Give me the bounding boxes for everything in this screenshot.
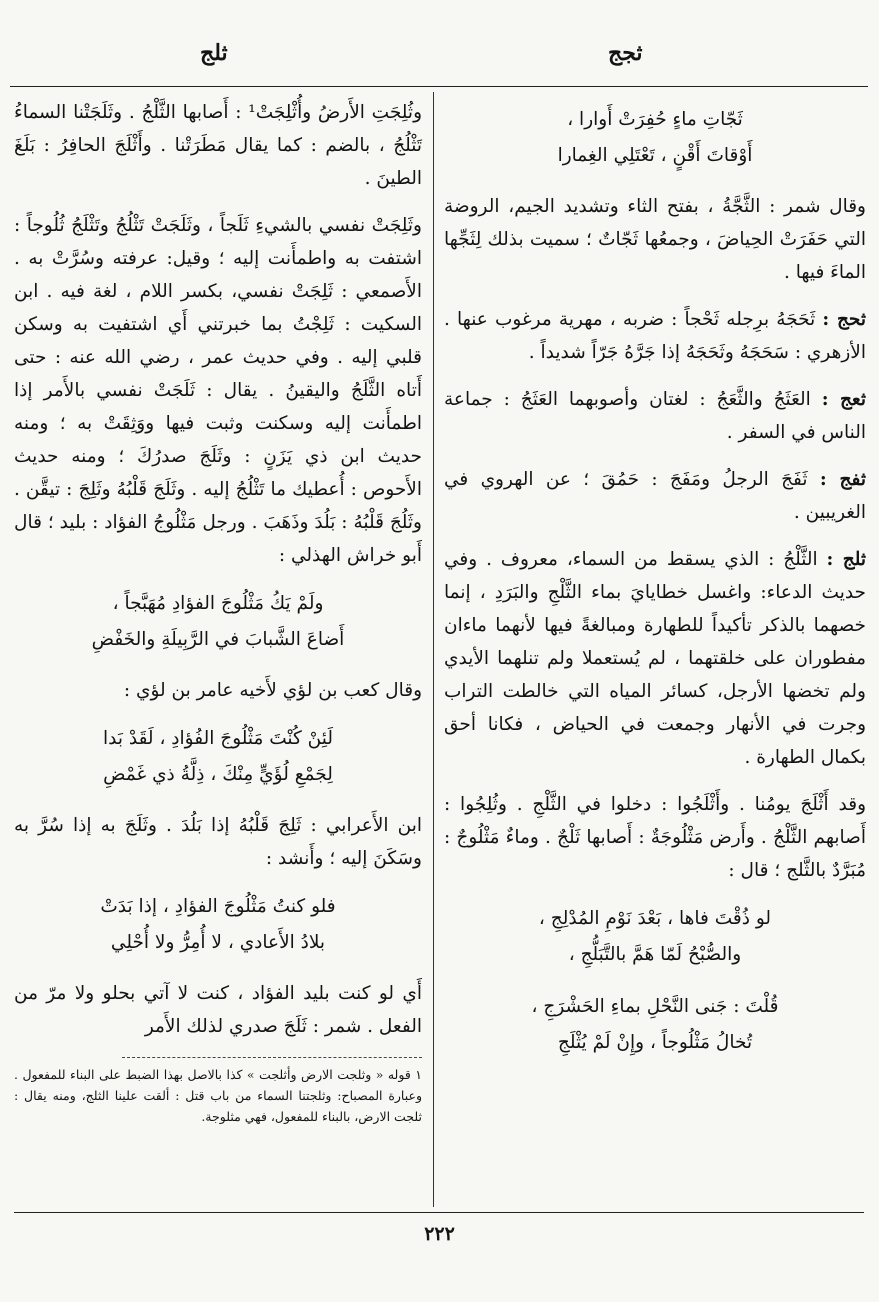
entry-text: ثَفَجَ الرجلُ ومَفَجَ : حَمُقَ ؛ عن الهروي في الغريبين .	[444, 469, 866, 523]
paragraph: وقال شمر : الثَّجَّةُ ، بفتح الثاء وتشديد الجيم، الروضة التي حَفَرَتْ الحِياضَ ، وجمعُها ثَجّاتٌ ؛ سميت بذلك لِثَجِّها الماءَ فيها .	[444, 196, 866, 283]
verse-block	[444, 989, 866, 1061]
verse-block	[444, 901, 866, 973]
footnote: ١ قوله « وثلجت الارض وأثلجت » كذا بالاصل بهذا الضبط على البناء للمفعول . وعبارة المصباح: وثلجتنا السماء من باب قتل : ألقت علينا الثلج، ومنه يقال : ثلجت الارض، بالبناء للمفعول، فهي مثلوجة.	[14, 1067, 422, 1124]
left-column-headword: ثلج	[200, 40, 228, 66]
verse-line: لِجَمْعِ لُؤَيٍّ مِنْكَ ، ذِلَّةُ ذي غَمْضِ	[103, 764, 333, 785]
entry-text: ثَحَجَهُ برِجله ثَحْجاً : ضربه ، مهرية مرغوب عنها . الأزهري : سَحَجَهُ وثَحَجَهُ إذا جَرَّهُ جَرّاً شديداً .	[444, 309, 866, 363]
verse-line: تُخالُ مَثْلُوجاً ، وإِنْ لَمْ يُثْلَجِ	[557, 1032, 753, 1053]
left-column	[14, 96, 422, 1127]
column-divider	[433, 92, 434, 1207]
verse-block	[14, 586, 422, 658]
page-number: ٢٢٢	[424, 1223, 455, 1245]
verse-line: فلو كنتُ مَثْلُوجَ الفؤادِ ، إذا بَدَتْ	[100, 896, 336, 917]
verse-line: أَوْقاتَ أَقْنٍ ، تَعْتَلِي الغِمارا	[557, 145, 753, 166]
verse-block	[444, 102, 866, 174]
paragraph: وقد أَثْلَجَ يومُنا . وأَثْلَجُوا : دخلوا في الثَّلْجِ . وثُلِجُوا : أَصابهم الثَّلْجُ . وأَرض مَثْلُوجَةٌ : أَصابها ثَلْجٌ . وماءٌ مَثْلُوجٌ : مُبَرَّدٌ بالثَّلج ؛ قال :	[444, 794, 866, 881]
verse-line: قُلْتَ : جَنى النَّحْلِ بماءِ الحَشْرَجِ ،	[531, 996, 779, 1017]
paragraph: ابن الأَعرابي : ثَلِجَ قَلْبُهُ إذا بَلُدَ . وثَلَجَ به إذا سُرَّ به وسَكَنَ إليه ؛ وأَنشد :	[14, 815, 422, 869]
footnote-separator	[122, 1057, 422, 1058]
verse-line: لو ذُقْتَ فاها ، بَعْدَ نَوْمِ المُدْلِجِ ،	[538, 908, 772, 929]
entry	[444, 303, 866, 369]
verse-line: لَئِنْ كُنْتَ مَثْلُوجَ الفُؤادِ ، لَقَدْ بَدا	[102, 728, 333, 749]
verse-line: أَضاعَ الشَّبابَ في الرَّبِيلَةِ والخَفْضِ	[91, 629, 345, 650]
verse-line: ولَمْ يَكُ مَثْلُوجَ الفؤادِ مُهَبَّجاً ،	[112, 593, 324, 614]
verse-line: بلادُ الأَعادي ، لا أُمِرُّ ولا أُحْلِي	[110, 932, 326, 953]
right-column	[444, 96, 866, 1077]
paragraph: أَي لو كنت بليد الفؤاد ، كنت لا آتي بحلو ولا مرّ من الفعل . شمر : ثَلَجَ صدري لذلك الأَمر	[14, 983, 422, 1037]
entry	[444, 543, 866, 774]
footer-rule	[14, 1212, 864, 1213]
verse-block	[14, 721, 422, 793]
entry-headword: ثعج :	[821, 389, 866, 410]
entry-text: الثَّلْجُ : الذي يسقط من السماء، معروف . وفي حديث الدعاء: واغسل خطايايَ بماء الثَّلْجِ والبَرَدِ ، إنما خصهما بالذكر تأكيداً للطهارة ومبالغةً فيها لأنهما ماءان مفطوران على خلقتهما ، لم يُستعملا ولم تنلهما الأيدي ولم تخضها الأرجل، كسائر المياه التي خالطت التراب وجرت في الأنهار وجمعت في الحياض ، فكانا أحق بكمال الطهارة .	[444, 549, 866, 768]
entry-headword: ثحج :	[822, 309, 866, 330]
entry-headword: ثفج :	[819, 469, 866, 490]
page-header	[0, 40, 879, 80]
header-rule	[10, 86, 868, 87]
entry	[444, 383, 866, 449]
paragraph: وثُلِجَتِ الأَرضُ وأُثْلِجَتْ¹ : أَصابها الثَّلْجُ . وثَلَجَتْنا السماءُ تَثْلُجُ ، بالضم : كما يقال مَطَرَتْنا . وأَثْلَجَ الحافِرُ : بَلَغَ الطينَ .	[14, 102, 422, 189]
entry-headword: ثلج :	[826, 549, 866, 570]
verse-line: ثَجّاتِ ماءٍ حُفِرَتْ أَوارا ،	[567, 109, 743, 130]
paragraph: وثَلِجَتْ نفسي بالشيءِ ثَلَجاً ، وثَلَجَتْ تَثْلُجُ وتَثْلَجُ ثُلُوجاً : اشتفت به واطمأَنت إليه ؛ وقيل: عرفته وسُرَّتْ به . الأَصمعي : ثَلِجَتْ نفسي، بكسر اللام ، لغة فيه . ابن السكيت : ثَلِجْتُ بما خبرتني أَي اشتفيت به وسكن قلبي إليه . وفي حديث عمر ، رضي الله عنه : حتى أَتاه الثَّلَجُ واليقينُ . يقال : ثَلَجَتْ نفسي بالأَمر إذا اطمأَنت إليه وسكنت وثبت فيها ووَثِقَتْ به ؛ ومنه حديث ابن ذي يَزَنٍ : وثَلَجَ صدرُكَ ؛ ومنه حديث الأَحوص : أُعطيك ما تَثْلُجُ إليه . وثَلَجَ قَلْبُهُ وثَلِجَ : تيقَّن . وثَلُجَ قَلْبُهُ : بَلُدَ وذَهَبَ . ورجل مَثْلُوجُ الفؤاد : بليد ؛ قال أَبو خراش الهذلي :	[14, 215, 422, 566]
right-column-headword: ثجج	[608, 40, 643, 66]
entry	[444, 463, 866, 529]
paragraph: وقال كعب بن لؤي لأَخيه عامر بن لؤي :	[123, 680, 422, 701]
verse-line: والصُّبْحُ لَمّا هَمَّ بالتَّبَلُّجِ ،	[568, 944, 742, 965]
verse-block	[14, 889, 422, 961]
entry-text: العَثَجُ والثَّعَجُ : لغتان وأصوبهما العَثَجُ : جماعة الناس في السفر .	[444, 389, 866, 443]
